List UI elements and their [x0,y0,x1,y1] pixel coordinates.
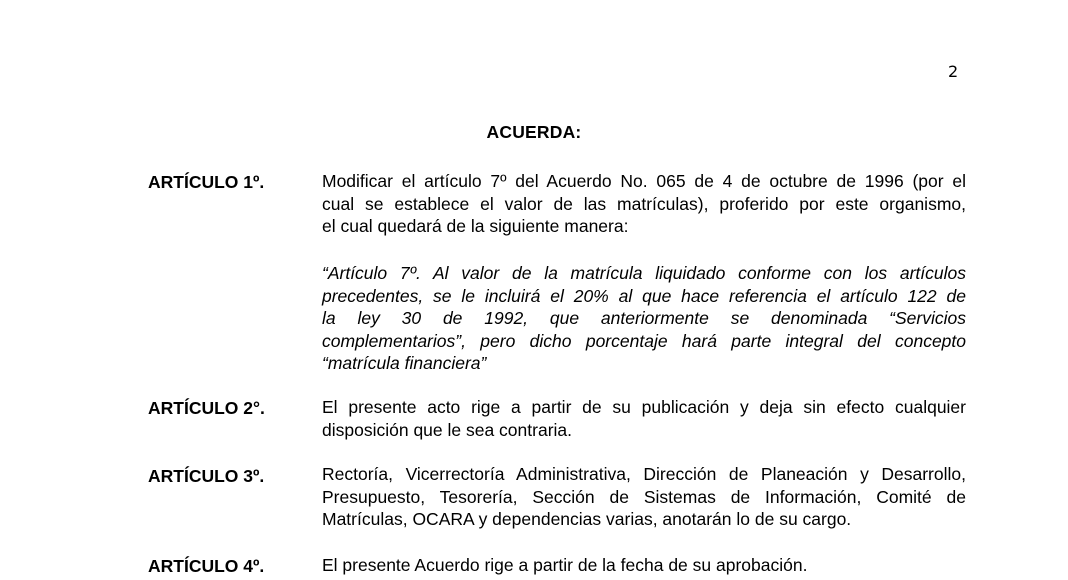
article-3-line-2: Presupuesto, Tesorería, Sección de Sistemas de Información, Comité de [322,486,966,507]
article-2-label: ARTÍCULO 2°. [148,398,265,418]
article-4-label: ARTÍCULO 4º. [148,556,265,576]
article-3-line-1: Rectoría, Vicerrectoría Administrativa, Dirección de Planeación y Desarrollo, [322,464,966,484]
quote-line-3: la ley 30 de 1992, que anteriormente se denominada “Servicios [322,308,966,328]
article-1-line-1: Modificar el artículo 7º del Acuerdo No. 065 de 4 de octubre de 1996 (por el [322,171,966,191]
quote-line-4: complementarios”, pero dicho porcentaje hará parte integral del concepto [322,330,966,351]
article-2-line-1: El presente acto rige a partir de su publicación y deja sin efecto cualquier [322,397,966,417]
article-4-body [322,554,966,577]
article-3-body [322,463,966,531]
article-1-body [322,170,966,238]
article-3-label: ARTÍCULO 3º. [148,466,265,486]
article-2-body [322,396,966,441]
article-1-quote [322,262,966,375]
article-1-line-2: cual se establece el valor de las matrículas), proferido por este organismo, [322,193,966,214]
article-2-line-2: disposición que le sea contraria. [322,419,573,440]
article-3-line-3: Matrículas, OCARA y dependencias varias, anotarán lo de su cargo. [322,509,852,529]
quote-line-1: “Artículo 7º. Al valor de la matrícula liquidado conforme con los artículos [322,263,966,283]
document-heading: ACUERDA: [486,122,582,142]
quote-line-2: precedentes, se le incluirá el 20% al que hace referencia el artículo 122 de [322,285,966,306]
article-1-line-3: el cual quedará de la siguiente manera: [322,216,629,236]
article-4-line-1: El presente Acuerdo rige a partir de la fecha de su aprobación. [322,555,808,575]
article-1-label: ARTÍCULO 1º. [148,172,265,192]
quote-line-5: “matrícula financiera” [322,353,487,373]
page-number: 2 [948,62,959,81]
